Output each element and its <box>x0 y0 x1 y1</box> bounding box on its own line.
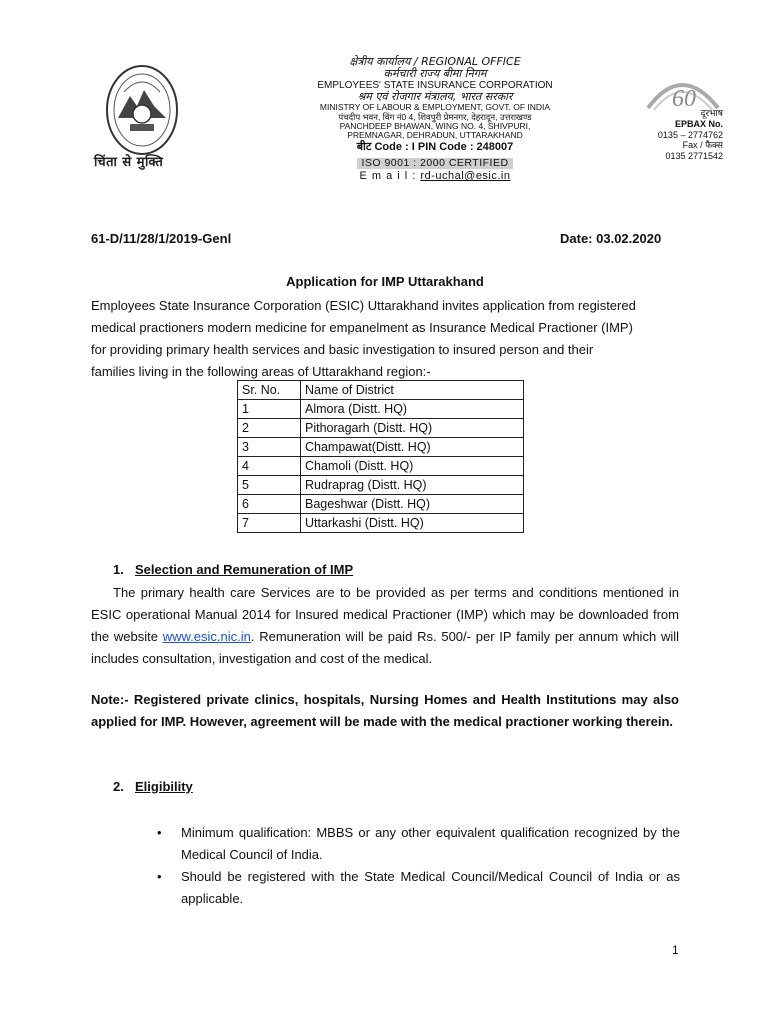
reference-number: 61-D/11/28/1/2019-Genl <box>91 231 232 246</box>
section-1-text: The primary health care Services are to be provided as per terms and conditions mentioned in ESIC operational Manual 2014 for Insured medical Practioner (IMP) which may be downloaded from the website <box>91 585 679 644</box>
table-header-row <box>238 381 524 400</box>
contact-block <box>628 108 723 162</box>
list-item <box>155 866 680 910</box>
header-district: Name of District <box>301 381 524 400</box>
table-row <box>238 419 524 438</box>
address-line-2: PREMNAGAR, DEHRADUN, UTTARAKHAND <box>347 130 523 141</box>
note-paragraph: Note:- Registered private clinics, hospitals, Nursing Homes and Health Institutions may also applied for IMP. However, agreement will be made with the medical practioner working therein. <box>91 692 679 729</box>
district-cell: Bageshwar (Distt. HQ) <box>301 495 524 514</box>
district-table <box>237 380 524 533</box>
list-item <box>155 822 680 866</box>
intro-paragraph <box>91 295 691 383</box>
district-cell: Pithoragarh (Distt. HQ) <box>301 419 524 438</box>
fax-number: 0135 2771542 <box>665 151 723 162</box>
sr-no-cell: 7 <box>238 514 301 533</box>
page-number: 1 <box>672 943 679 957</box>
ministry-hindi: श्रम एवं रोजगार मंत्रालय, भारत सरकार <box>357 90 513 104</box>
section-title: Eligibility <box>135 779 193 794</box>
pin-code: बीट Code : I PIN Code : 248007 <box>356 140 514 153</box>
district-cell: Chamoli (Distt. HQ) <box>301 457 524 476</box>
table-row <box>238 457 524 476</box>
table-row <box>238 514 524 533</box>
epbax-label: EPBAX No. <box>674 118 723 129</box>
svg-text:60: 60 <box>672 86 696 112</box>
address-hindi: पंचदीप भवन, विंग नं0 4, शिवपुरी प्रेमनगर, देहरादून, उत्तराखण्ड <box>338 111 532 122</box>
section-number: 1. <box>113 562 124 577</box>
sr-no-cell: 1 <box>238 400 301 419</box>
iso-badge: ISO 9001 : 2000 CERTIFIED <box>357 158 512 170</box>
letter-date: Date: 03.02.2020 <box>560 231 662 246</box>
sr-no-cell: 2 <box>238 419 301 438</box>
office-name: क्षेत्रीय कार्यालय / REGIONAL OFFICE <box>349 55 521 68</box>
bullet-icon: • <box>157 825 162 840</box>
tagline: चिंता से मुक्ति <box>94 155 164 170</box>
fax-label: Fax / फैक्स <box>682 140 723 151</box>
sr-no-cell: 5 <box>238 476 301 495</box>
section-1-paragraph <box>91 582 679 670</box>
esic-website-link[interactable]: www.esic.nic.in <box>162 629 251 644</box>
email-line <box>260 170 610 182</box>
sr-no-cell: 3 <box>238 438 301 457</box>
corp-name-hindi: कर्मचारी राज्य बीमा निगम <box>383 67 487 81</box>
sr-no-cell: 4 <box>238 457 301 476</box>
table-row <box>238 400 524 419</box>
table-row <box>238 495 524 514</box>
list-item-text: Minimum qualification: MBBS or any other equivalent qualification recognized by the Medical Council of India. <box>181 825 680 862</box>
list-item-text: Should be registered with the State Medical Council/Medical Council of India or as applicable. <box>181 869 680 906</box>
header-sr-no: Sr. No. <box>238 381 301 400</box>
intro-line: families living in the following areas of Uttarakhand region:- <box>91 364 431 379</box>
eligibility-list <box>155 822 680 910</box>
sr-no-cell: 6 <box>238 495 301 514</box>
phone-number: 0135 – 2774762 <box>657 129 723 140</box>
section-2-heading <box>113 779 193 794</box>
email-label: E m a i l : <box>359 170 417 183</box>
corp-name: EMPLOYEES' STATE INSURANCE CORPORATION <box>317 80 553 92</box>
district-cell: Champawat(Distt. HQ) <box>301 438 524 457</box>
section-title: Selection and Remuneration of IMP <box>135 562 354 577</box>
table-row <box>238 476 524 495</box>
district-cell: Uttarkashi (Distt. HQ) <box>301 514 524 533</box>
district-cell: Almora (Distt. HQ) <box>301 400 524 419</box>
intro-line: for providing primary health services and basic investigation to insured person and their <box>91 342 594 357</box>
address-line-1: PANCHDEEP BHAWAN, WING NO. 4, SHIVPURI, <box>339 120 531 131</box>
section-number: 2. <box>113 779 124 794</box>
section-1-heading <box>113 562 353 577</box>
letterhead-address <box>260 56 610 182</box>
intro-line: Employees State Insurance Corporation (ESIC) Uttarakhand invites application from registered <box>91 298 636 313</box>
document-title: Application for IMP Uttarakhand <box>286 274 484 289</box>
section-1-text-end: . Remuneration will be paid Rs. 500/- per IP family per annum which will includes consultation, investigation and cost of the medical. <box>91 629 679 666</box>
table-row <box>238 438 524 457</box>
phone-label-hindi: दूरभाष <box>700 108 723 118</box>
bullet-icon: • <box>157 869 162 884</box>
district-cell: Rudraprag (Distt. HQ) <box>301 476 524 495</box>
esic-emblem-icon <box>104 62 180 158</box>
email-link[interactable]: rd-uchal@esic.in <box>420 170 511 183</box>
intro-line: medical practioners modern medicine for empanelment as Insurance Medical Practioner (IMP) <box>91 320 633 335</box>
ministry: MINISTRY OF LABOUR & EMPLOYMENT, GOVT. OF INDIA <box>319 102 551 113</box>
